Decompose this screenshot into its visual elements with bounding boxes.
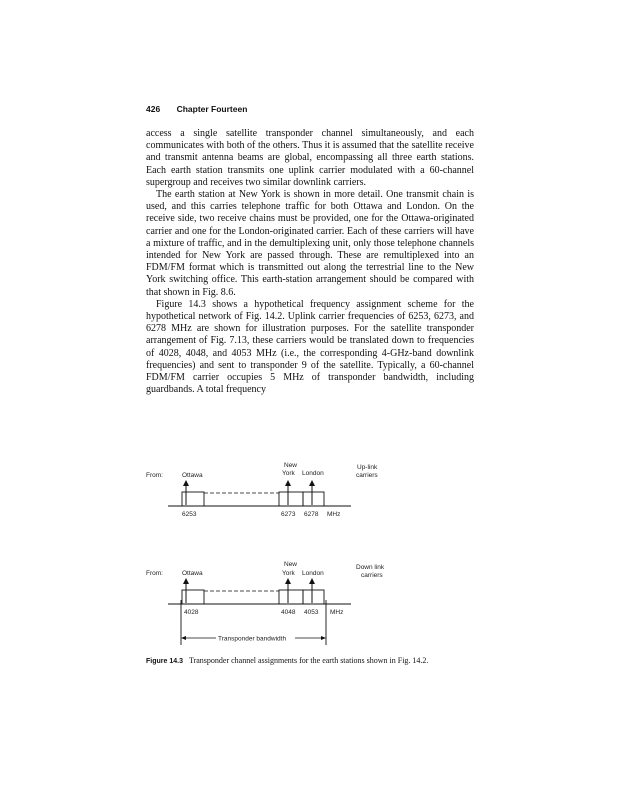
downlink-new-label: New [284,561,298,568]
uplink-carrier-6278 [303,492,324,506]
uplink-diagram [146,462,378,518]
paragraph-2: The earth station at New York is shown in more detail. One transmit chain is used, and this carries telephone traffic for both Ottawa and London. On the receive side, two receive chains must be provided, one for the Ottawa-originated carrier and one for the London-originated carrier. Each of these carriers will have a mixture of traffic, and in the demultiplexing unit, only those telephone channels intended for New York are passed through. These are remultiplexed into an FDM/FM format which is transmitted out along the terrestrial line to the New York switching office. This earth-station arrangement should be compared with that shown in Fig. 8.6. [146,189,474,298]
paragraph-3: Figure 14.3 shows a hypothetical frequency assignment scheme for the hypothetical network of Fig. 14.2. Uplink carrier frequencies of 6253, 6273, and 6278 MHz are shown for illustration purposes. For the satellite transponder arrangement of Fig. 7.13, these carriers would be translated down to frequencies of 4028, 4048, and 4053 MHz (i.e., the corresponding 4-GHz-band downlink frequencies) and sent to transponder 9 of the satellite. Typically, a 60-channel FDM/FM carrier occupies 5 MHz of transponder bandwidth, including guardbands. A total frequency [146,298,474,396]
downlink-freq-4028: 4028 [184,609,199,616]
uplink-freq-6273: 6273 [281,511,296,518]
downlink-carrier-4048 [279,590,303,604]
uplink-new-label: New [284,462,298,469]
uplink-from-label: From: [146,472,163,479]
downlink-ottawa-label: Ottawa [182,570,203,577]
bandwidth-arrowhead-left [181,636,186,640]
downlink-unit-label: MHz [330,609,344,616]
caption-text: Transponder channel assignments for the earth stations shown in Fig. 14.2. [188,656,429,665]
downlink-freq-4048: 4048 [281,609,296,616]
chapter-title: Chapter Fourteen [176,104,248,114]
uplink-carriers-label-1: Up-link [357,464,378,471]
uplink-london-label: London [302,470,324,477]
downlink-carriers-label-1: Down link [356,564,385,571]
downlink-from-label: From: [146,570,163,577]
body-text [146,128,474,396]
uplink-carrier-6253 [182,492,204,506]
uplink-freq-6278: 6278 [304,511,319,518]
figure-caption [146,656,436,667]
transponder-bandwidth-label: Transponder bandwidth [218,635,287,643]
downlink-carrier-4028 [182,590,204,604]
downlink-york-label: York [282,570,295,577]
downlink-diagram [146,561,385,645]
figure-number: Figure 14.3 [146,658,183,665]
bandwidth-arrowhead-right [321,636,326,640]
frequency-assignment-figure [146,455,386,650]
uplink-york-label: York [282,470,295,477]
uplink-carrier-6273 [279,492,303,506]
downlink-london-label: London [302,570,324,577]
downlink-freq-4053: 4053 [304,609,319,616]
uplink-freq-6253: 6253 [182,511,197,518]
uplink-carriers-label-2: carriers [356,472,378,479]
page-number: 426 [146,104,161,114]
paragraph-1: access a single satellite transponder channel simultaneously, and each communicates with both of the others. Thus it is assumed that the satellite receive and transmit antenna beams are global, encompassing all three earth stations. Each earth station transmits one uplink carrier modulated with a 60-channel supergroup and receives two similar downlink carriers. [146,128,474,188]
uplink-ottawa-label: Ottawa [182,472,203,479]
page-header [146,104,247,114]
downlink-carriers-label-2: carriers [361,572,383,579]
downlink-carrier-4053 [303,590,324,604]
uplink-unit-label: MHz [327,511,341,518]
